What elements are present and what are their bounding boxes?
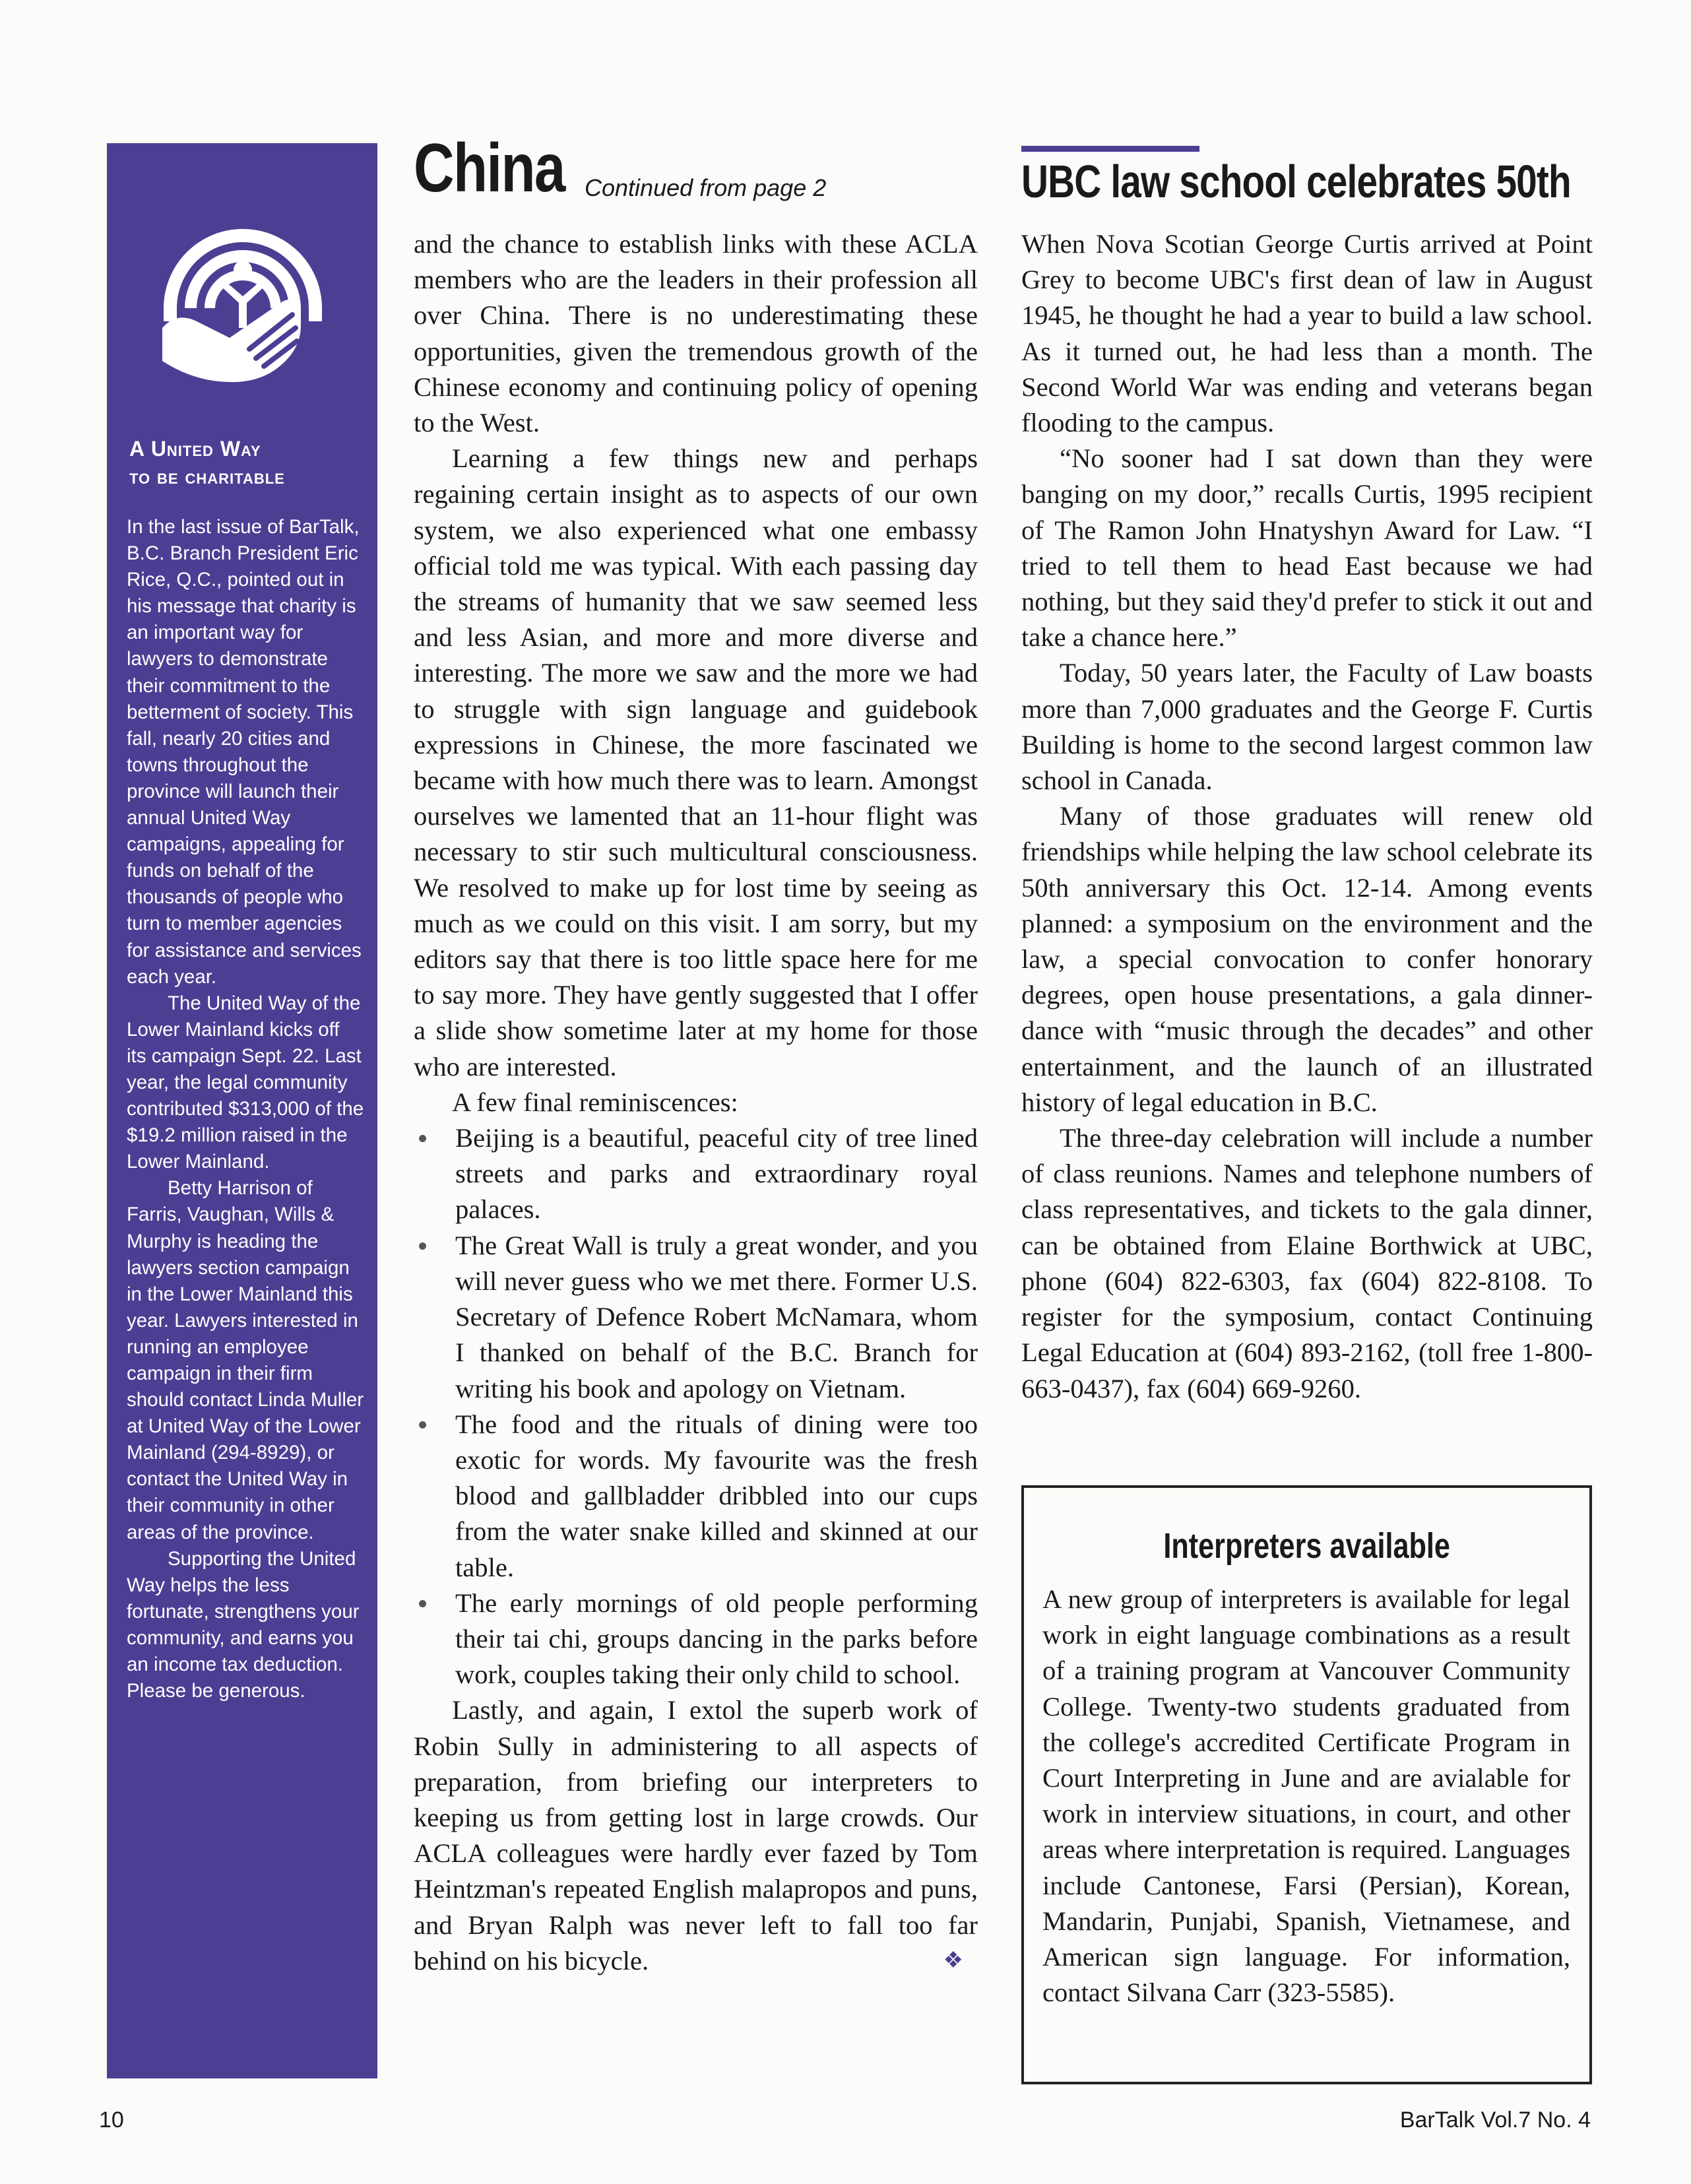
- article-paragraph: Learning a few things new and perhaps regaining certain insight as to aspects of our own system, we also experienced what one embassy official told me was typical. With each passing day the streams of humanity that we saw seemed less and less Asian, and more and more diverse and interesting. The more we saw and the more we had to struggle with sign language and guidebook expressions in Chinese, the more fascinated we became with how much there was to learn. Amongst ourselves we lamented that an 11-hour flight was necessary to stir such multicultural consciousness. We resolved to make up for lost time by seeing as much as we could on this visit. I am sorry, but my editors say that there is too little space here for me to say more. They have gently suggested that I offer a slide show sometime later at my home for those who are interested.: [414, 443, 978, 1081]
- sidebar-heading-line-2: to be charitable: [129, 465, 285, 488]
- article-paragraph: Today, 50 years later, the Faculty of Law boasts more than 7,000 graduates and the George F. Curtis Building is home to the second largest common law school in Canada.: [1021, 658, 1593, 796]
- sidebar-body: [127, 514, 364, 1704]
- article-paragraph: The three-day celebration will include a number of class reunions. Names and telephone numbers of class representatives, and tickets to the gala dinner, can be obtained from Elaine Borthwick at UBC, phone (604) 822-6303, fax (604) 822-8108. To register for the symposium, contact Continuing Legal Education at (604) 893-2162, (toll free 1-800-663-0437), fax (604) 669-9260.: [1021, 1123, 1593, 1403]
- article-paragraph: When Nova Scotian George Curtis arrived at Point Grey to become UBC's first dean of law in August 1945, he thought he had a year to build a law school. As it turned out, he had less than a month. The Second World War was ending and veterans began flooding to the campus.: [1021, 229, 1593, 438]
- list-item: [414, 1407, 978, 1586]
- reminiscences-list: [414, 1120, 978, 1692]
- list-item-text: Beijing is a beautiful, peaceful city of tree lined streets and parks and extraordinary royal palaces.: [455, 1123, 978, 1225]
- bullet-icon: [419, 1600, 426, 1607]
- sidebar-paragraph: The United Way of the Lower Mainland kicks off its campaign Sept. 22. Last year, the legal community contributed $313,000 of the $19.2 million raised in the Lower Mainland.: [127, 992, 364, 1173]
- sidebar-paragraph: In the last issue of BarTalk, B.C. Branch President Eric Rice, Q.C., pointed out in his message that charity is an important way for lawyers to demonstrate their commitment to the betterment of society. This fall, nearly 20 cities and towns throughout the province will launch their annual United Way campaigns, appealing for funds on behalf of the thousands of people who turn to member agencies for assistance and services each year.: [127, 516, 362, 988]
- sidebar-paragraph: Supporting the United Way helps the less fortunate, strengthens your community, and earns you an income tax deduction. Please be generous.: [127, 1547, 360, 1702]
- china-article-body: [414, 226, 978, 1979]
- end-of-article-icon: ❖: [943, 1948, 963, 1973]
- sidebar-paragraph: Betty Harrison of Farris, Vaughan, Wills & Murphy is heading the lawyers section campaign in the Lower Mainland this year. Lawyers interested in running an employee campaign in their firm should contact Linda Muller at United Way of the Lower Mainland (294-8929), or contact the United Way in their community in other areas of the province.: [127, 1177, 364, 1543]
- heading-rule: [1021, 146, 1199, 152]
- list-item: [414, 1228, 978, 1407]
- sidebar-heading: [129, 435, 367, 490]
- bullet-icon: [419, 1242, 426, 1250]
- bullet-icon: [419, 1135, 426, 1142]
- article-paragraph: and the chance to establish links with these ACLA members who are the leaders in their profession all over China. There is no underestimating these opportunities, given the tremendous growth of the Chinese economy and continuing policy of opening to the West.: [414, 229, 978, 438]
- ubc-article-body: [1021, 226, 1593, 1407]
- interpreters-title: [1024, 1526, 1589, 1566]
- article-paragraph: A few final reminiscences:: [452, 1087, 738, 1117]
- sidebar-heading-line-1: A United Way: [129, 437, 261, 461]
- china-article-title: China: [414, 130, 565, 207]
- interpreters-box: [1021, 1485, 1592, 2084]
- united-way-sidebar: [107, 143, 377, 2078]
- list-item: [414, 1120, 978, 1228]
- article-paragraph: “No sooner had I sat down than they were banging on my door,” recalls Curtis, 1995 recipient of The Ramon John Hnatyshyn Award for Law. “I tried to tell them to head East because we had nothing, but they said they'd prefer to stick it out and take a chance here.”: [1021, 443, 1593, 653]
- interpreters-text: A new group of interpreters is available for legal work in eight language combinations as a result of a training program at Vancouver Community College. Twenty-two students graduated from the college's accredited Certificate Program in Court Interpreting in June and are avialable for work in interview situations, in court, and other areas where interpretation is required. Languages include Cantonese, Farsi (Persian), Korean, Mandarin, Punjabi, Spanish, Vietnamese, and American sign language. For information, contact Silvana Carr (323-5585).: [1042, 1584, 1570, 2008]
- list-item-text: The food and the rituals of dining were too exotic for words. My favourite was the fresh blood and gallbladder dribbled into our cups from the water snake killed and skinned at our table.: [455, 1409, 978, 1582]
- article-paragraph: [414, 1692, 978, 1979]
- page-number: 10: [99, 2107, 124, 2133]
- closing-text: Lastly, and again, I extol the superb work of Robin Sully in administering to all aspects of preparation, from briefing our interpreters to keeping us from getting lost in large crowds. Our ACLA colleagues were hardly ever fazed by Tom Heintzman's repeated English malapropos and puns, and Bryan Ralph was never left to fall too far behind on his bicycle.: [414, 1695, 978, 1975]
- bullet-icon: [419, 1421, 426, 1429]
- united-way-logo-icon: [150, 196, 335, 394]
- publication-footer: BarTalk Vol.7 No. 4: [1399, 2107, 1591, 2133]
- article-paragraph: Many of those graduates will renew old friendships while helping the law school celebrate its 50th anniversary this Oct. 12-14. Among events planned: a symposium on the environment and the law, a special convocation to confer honorary degrees, open house presentations, a gala dinner-dance with “music through the decades” and other entertainment, and the launch of an illustrated history of legal education in B.C.: [1021, 801, 1593, 1117]
- list-item-text: The early mornings of old people performing their tai chi, groups dancing in the parks before work, couples taking their only child to school.: [455, 1588, 978, 1690]
- ubc-article-title: UBC law school celebrates 50th: [1021, 156, 1571, 207]
- continued-from-note: Continued from page 2: [585, 174, 827, 201]
- list-item-text: The Great Wall is truly a great wonder, and you will never guess who we met there. Former U.S. Secretary of Defence Robert McNamara, whom I thanked on behalf of the B.C. Branch for writing his book and apology on Vietnam.: [455, 1230, 978, 1403]
- interpreters-title-text: Interpreters available: [1163, 1526, 1450, 1566]
- list-item: [414, 1586, 978, 1693]
